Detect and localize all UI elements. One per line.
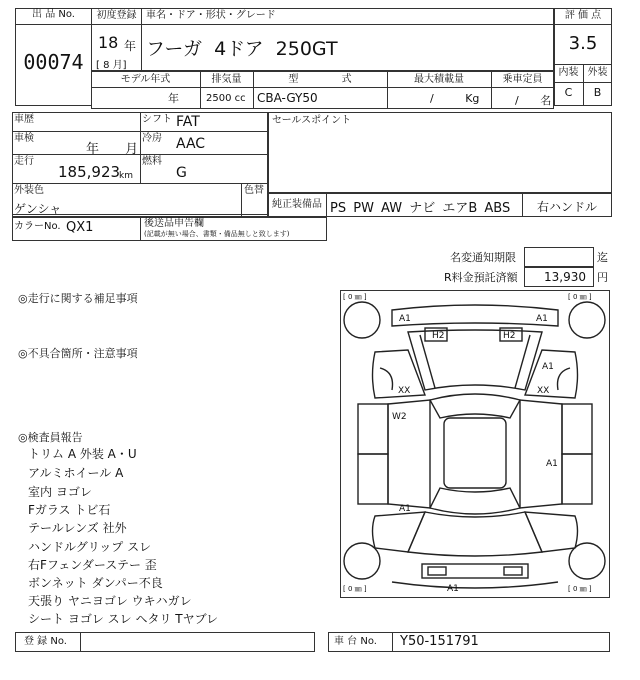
name-change-box (524, 247, 594, 267)
fuel-value: G (176, 165, 187, 181)
interior-grade: C (564, 86, 573, 99)
inspector-note: Fガラス トビ石 (28, 503, 111, 517)
damage-mark: H2 (432, 331, 445, 341)
inspector-note: 室内 ヨゴレ (28, 485, 92, 499)
inspector-note: 右Fフェンダーステー 歪 (28, 558, 157, 572)
inspector-note: 天張り ヤニヨゴレ ウキハガレ (28, 594, 192, 608)
exterior-label: 外装 (587, 67, 608, 78)
type-label: 型 式 (288, 74, 352, 85)
max-load-label: 最大積載量 (414, 74, 464, 85)
reg-year-unit: 年 (124, 39, 137, 53)
lot-label: 出 品 No. (32, 9, 75, 20)
recycle-amount: 13,930 (544, 270, 586, 284)
inspector-note: シート ヨゴレ スレ ヘタリ Tヤブレ (28, 612, 219, 626)
model-year-label: モデル年式 (120, 74, 171, 85)
displacement-value: 2500 cc (206, 93, 246, 104)
chassis-label: 車 台 No. (334, 636, 377, 647)
inspection-value: 年 月 (86, 142, 139, 157)
damage-mark: A1 (542, 362, 554, 372)
reg-month: [ 8 月] (96, 60, 127, 71)
registration-label: 登 録 No. (24, 636, 67, 647)
repaint-label: 色替 (244, 185, 264, 196)
ac-label: 冷房 (142, 133, 162, 144)
recycle-unit: 円 (597, 271, 608, 284)
tire-label-rr: [ 0 ㎜ ] (568, 585, 592, 593)
capacity-value: / 名 (515, 94, 552, 107)
color-no-value: QX1 (66, 220, 94, 235)
capacity-label: 乗車定員 (502, 74, 543, 85)
score-label: 評 価 点 (564, 10, 602, 21)
inspector-note: トリム A 外装 A・U (28, 447, 137, 461)
shift-value: FAT (176, 114, 200, 130)
car-name: フーガ 4ドア 250GT (146, 38, 338, 60)
shift-label: シフト (142, 114, 172, 125)
inspector-title: ◎検査員報告 (18, 431, 83, 444)
reg-year: 18 (98, 33, 119, 52)
interior-label: 内装 (558, 67, 579, 78)
chassis-value: Y50-151791 (400, 634, 479, 649)
recycle-label: R料金預託済額 (444, 271, 518, 284)
exterior-color-value: ゲンシャ (14, 202, 62, 216)
damage-mark: A1 (546, 459, 558, 469)
defects-title: ◎不具合箇所・注意事項 (18, 347, 138, 360)
first-reg-label: 初度登録 (96, 10, 137, 21)
inspector-note: ボンネット ダンパー不良 (28, 576, 163, 590)
damage-mark: XX (398, 386, 411, 396)
ac-value: AAC (176, 136, 206, 152)
damage-mark: A1 (399, 504, 411, 514)
mileage-value: 185,923 (58, 163, 121, 181)
damage-mark: H2 (503, 331, 516, 341)
score-value: 3.5 (568, 33, 598, 54)
inspector-note: ハンドルグリップ スレ (28, 540, 152, 554)
steering-value: 右ハンドル (536, 200, 597, 214)
supplement-title: ◎走行に関する補足事項 (18, 292, 138, 305)
car-name-label: 車名・ドア・形状・グレード (146, 10, 276, 21)
damage-mark: A1 (399, 314, 411, 324)
mileage-unit: km (119, 171, 133, 181)
fuel-label: 燃料 (142, 156, 162, 167)
history-label: 車歴 (14, 114, 34, 125)
name-change-label: 名変通知期限 (450, 251, 516, 264)
displacement-label: 排気量 (211, 74, 242, 85)
tire-label-fl: [ 0 ㎜ ] (343, 293, 367, 301)
lot-number: 00074 (23, 50, 84, 74)
damage-mark: A1 (536, 314, 548, 324)
docs-note: (記載が無い場合、書類・備品無しと致します) (144, 230, 290, 238)
inspection-label: 車検 (14, 133, 34, 144)
inspector-note: アルミホイール A (28, 466, 124, 480)
damage-mark: A1 (447, 584, 459, 594)
mileage-label: 走行 (14, 156, 34, 167)
color-no-label: カラーNo. (14, 221, 61, 232)
car-outline (340, 290, 610, 598)
name-change-unit: 迄 (597, 251, 608, 264)
equipment-value: PS PW AW ナビ エアB ABS (330, 201, 511, 216)
damage-mark: W2 (392, 412, 407, 422)
damage-mark: XX (537, 386, 550, 396)
tire-label-rl: [ 0 ㎜ ] (343, 585, 367, 593)
equipment-label: 純正装備品 (272, 199, 322, 210)
type-value: CBA-GY50 (257, 91, 318, 105)
inspector-note: テールレンズ 社外 (28, 521, 127, 535)
exterior-color-label: 外装色 (14, 185, 44, 196)
tire-label-fr: [ 0 ㎜ ] (568, 293, 592, 301)
exterior-grade: B (593, 86, 602, 99)
docs-label: 後送品申告欄 (144, 218, 204, 229)
max-load-value: / Kg (430, 92, 480, 105)
sales-points-label: セールスポイント (272, 115, 352, 126)
model-year-unit: 年 (168, 92, 179, 105)
